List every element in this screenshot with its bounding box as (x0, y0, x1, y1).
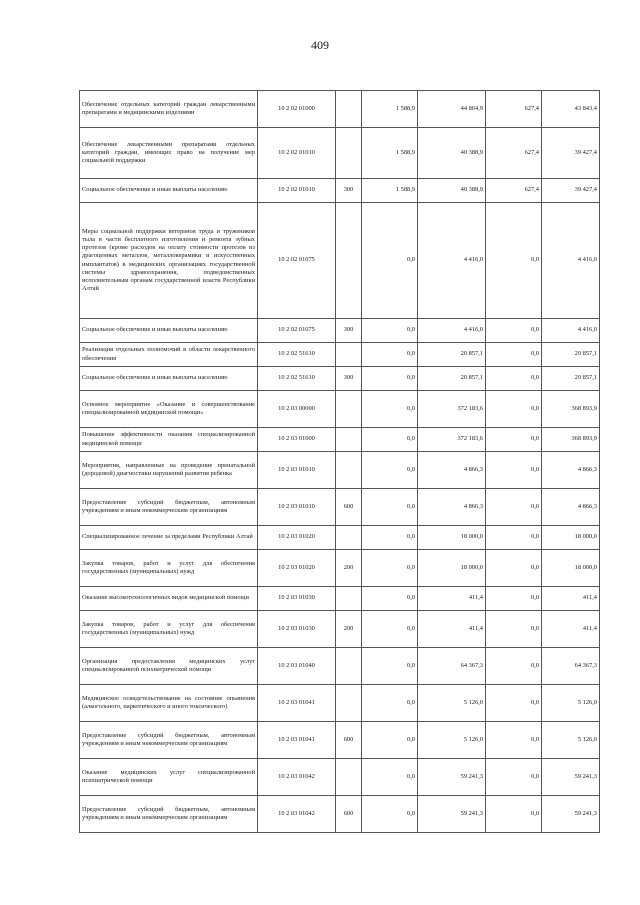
row-value-2-cell: 20 857,1 (418, 367, 486, 391)
row-value-1-cell: 0,0 (362, 722, 418, 759)
table-row (80, 648, 600, 685)
row-code-cell: 10 2 03 01020 (258, 550, 336, 587)
row-value-2-cell: 411,4 (418, 587, 486, 611)
row-name-cell: Обеспечение лекарственными препаратами отдельных категорий граждан, имеющих право на получение мер социальной поддержки (80, 128, 258, 179)
row-value-4-cell: 43 843,4 (542, 91, 600, 128)
row-code-cell: 10 2 02 01000 (258, 91, 336, 128)
row-value-1-cell: 0,0 (362, 343, 418, 367)
row-expense-type-cell (336, 452, 362, 489)
row-code-cell: 10 2 03 01042 (258, 759, 336, 796)
row-value-2-cell: 40 388,9 (418, 128, 486, 179)
row-value-1-cell: 0,0 (362, 759, 418, 796)
row-value-2-cell: 4 416,0 (418, 203, 486, 319)
row-value-2-cell: 18 000,0 (418, 550, 486, 587)
row-value-3-cell: 0,0 (486, 759, 542, 796)
row-value-3-cell: 0,0 (486, 428, 542, 452)
row-code-cell: 10 2 03 01042 (258, 796, 336, 833)
row-name-cell: Специализированное лечение за пределами Республики Алтай (80, 526, 258, 550)
row-value-3-cell: 0,0 (486, 722, 542, 759)
row-code-cell: 10 2 03 01020 (258, 526, 336, 550)
row-code-cell: 10 2 03 01041 (258, 685, 336, 722)
row-code-cell: 10 2 02 01010 (258, 179, 336, 203)
row-name-cell: Организация предоставления медицинских услуг специализированной психиатрической помощи (80, 648, 258, 685)
row-value-4-cell: 411,4 (542, 611, 600, 648)
row-value-4-cell: 39 427,4 (542, 179, 600, 203)
row-value-1-cell: 0,0 (362, 550, 418, 587)
row-value-4-cell: 20 857,1 (542, 343, 600, 367)
table-row (80, 722, 600, 759)
row-value-2-cell: 64 367,3 (418, 648, 486, 685)
row-code-cell: 10 2 02 51610 (258, 343, 336, 367)
table-row (80, 796, 600, 833)
row-value-3-cell: 0,0 (486, 203, 542, 319)
row-value-4-cell: 368 893,9 (542, 391, 600, 428)
row-value-1-cell: 0,0 (362, 796, 418, 833)
row-name-cell: Предоставление субсидий бюджетным, автономным учреждениям и иным некоммерческим организациям (80, 796, 258, 833)
row-expense-type-cell (336, 203, 362, 319)
row-name-cell: Реализация отдельных полномочий в области лекарственного обеспечения (80, 343, 258, 367)
row-expense-type-cell (336, 343, 362, 367)
row-value-2-cell: 411,4 (418, 611, 486, 648)
row-value-4-cell: 64 367,3 (542, 648, 600, 685)
row-value-2-cell: 4 866,3 (418, 489, 486, 526)
row-name-cell: Обеспечение отдельных категорий граждан лекарственными препаратами и медицинскими изделиями (80, 91, 258, 128)
row-code-cell: 10 2 02 51610 (258, 367, 336, 391)
row-value-3-cell: 0,0 (486, 452, 542, 489)
row-expense-type-cell: 200 (336, 550, 362, 587)
row-value-3-cell: 627,4 (486, 91, 542, 128)
row-value-1-cell: 1 588,9 (362, 179, 418, 203)
row-code-cell: 10 2 03 01000 (258, 428, 336, 452)
row-value-4-cell: 4 416,0 (542, 319, 600, 343)
row-name-cell: Оказание медицинских услуг специализированной психиатрической помощи (80, 759, 258, 796)
row-value-3-cell: 0,0 (486, 648, 542, 685)
table-row (80, 550, 600, 587)
row-value-1-cell: 0,0 (362, 367, 418, 391)
page-number: 409 (311, 38, 329, 52)
table-row (80, 489, 600, 526)
table-row (80, 343, 600, 367)
table-row (80, 587, 600, 611)
row-value-1-cell: 0,0 (362, 391, 418, 428)
row-name-cell: Социальное обеспечение и иные выплаты населению (80, 367, 258, 391)
row-expense-type-cell (336, 391, 362, 428)
row-name-cell: Мероприятия, направленные на проведение пренатальной (дородовой) диагностики нарушений развития ребенка (80, 452, 258, 489)
row-name-cell: Социальное обеспечение и иные выплаты населению (80, 179, 258, 203)
row-value-2-cell: 20 857,1 (418, 343, 486, 367)
row-value-3-cell: 0,0 (486, 550, 542, 587)
row-value-3-cell: 627,4 (486, 179, 542, 203)
row-code-cell: 10 2 03 01010 (258, 489, 336, 526)
row-name-cell: Закупка товаров, работ и услуг для обеспечения государственных (муниципальных) нужд (80, 550, 258, 587)
row-code-cell: 10 2 03 01030 (258, 611, 336, 648)
row-value-4-cell: 411,4 (542, 587, 600, 611)
row-expense-type-cell (336, 648, 362, 685)
row-expense-type-cell (336, 526, 362, 550)
row-value-1-cell: 0,0 (362, 489, 418, 526)
row-code-cell: 10 2 02 01075 (258, 319, 336, 343)
row-value-1-cell: 1 588,9 (362, 128, 418, 179)
row-value-1-cell: 0,0 (362, 648, 418, 685)
row-value-3-cell: 0,0 (486, 611, 542, 648)
row-value-2-cell: 4 416,0 (418, 319, 486, 343)
row-code-cell: 10 2 02 01075 (258, 203, 336, 319)
row-expense-type-cell: 200 (336, 611, 362, 648)
row-value-2-cell: 372 183,6 (418, 428, 486, 452)
row-expense-type-cell: 600 (336, 722, 362, 759)
row-expense-type-cell: 300 (336, 367, 362, 391)
row-code-cell: 10 2 03 01030 (258, 587, 336, 611)
row-code-cell: 10 2 03 01041 (258, 722, 336, 759)
row-value-3-cell: 0,0 (486, 367, 542, 391)
row-name-cell: Предоставление субсидий бюджетным, автономным учреждениям и иным некоммерческим организациям (80, 722, 258, 759)
row-value-4-cell: 5 126,0 (542, 685, 600, 722)
row-value-4-cell: 18 000,0 (542, 550, 600, 587)
row-value-1-cell: 0,0 (362, 526, 418, 550)
row-value-4-cell: 18 000,0 (542, 526, 600, 550)
row-value-1-cell: 0,0 (362, 611, 418, 648)
row-value-2-cell: 59 241,3 (418, 759, 486, 796)
row-expense-type-cell (336, 587, 362, 611)
row-value-3-cell: 0,0 (486, 685, 542, 722)
table-row (80, 452, 600, 489)
row-value-1-cell: 0,0 (362, 587, 418, 611)
row-value-4-cell: 20 857,1 (542, 367, 600, 391)
row-value-4-cell: 59 241,3 (542, 759, 600, 796)
row-value-1-cell: 0,0 (362, 685, 418, 722)
row-value-1-cell: 1 588,9 (362, 91, 418, 128)
table-row (80, 203, 600, 319)
row-code-cell: 10 2 03 00000 (258, 391, 336, 428)
row-name-cell: Меры социальной поддержки ветеранов труда и тружеников тыла в части бесплатного изготовления и ремонта зубных протезов (кроме расходов на оплату стоимости протезов из драгоценных металлов, металлокерамики и искусственных имплантатов) в медицинских организациях государственной системы здравоохранения, подведомственных исполнительным органам государственной власти Республики Алтай (80, 203, 258, 319)
row-expense-type-cell (336, 759, 362, 796)
row-name-cell: Медицинское освидетельствование на состояние опьянения (алкогольного, наркотического и иного токсического) (80, 685, 258, 722)
row-value-2-cell: 18 000,0 (418, 526, 486, 550)
row-value-4-cell: 5 126,0 (542, 722, 600, 759)
row-expense-type-cell (336, 428, 362, 452)
row-value-4-cell: 368 893,9 (542, 428, 600, 452)
table-row (80, 428, 600, 452)
row-code-cell: 10 2 03 01010 (258, 452, 336, 489)
row-value-1-cell: 0,0 (362, 428, 418, 452)
table-row (80, 759, 600, 796)
row-name-cell: Социальное обеспечение и иные выплаты населению (80, 319, 258, 343)
row-code-cell: 10 2 02 01010 (258, 128, 336, 179)
row-value-2-cell: 5 126,0 (418, 685, 486, 722)
row-expense-type-cell (336, 128, 362, 179)
row-value-3-cell: 0,0 (486, 391, 542, 428)
row-value-4-cell: 4 866,3 (542, 489, 600, 526)
row-expense-type-cell: 600 (336, 489, 362, 526)
table-row (80, 91, 600, 128)
row-value-4-cell: 4 416,0 (542, 203, 600, 319)
row-expense-type-cell (336, 685, 362, 722)
row-name-cell: Основное мероприятие «Оказание и совершенствование специализированной медицинской помощи» (80, 391, 258, 428)
row-name-cell: Предоставление субсидий бюджетным, автономным учреждениям и иным некоммерческим организациям (80, 489, 258, 526)
table-row (80, 526, 600, 550)
row-value-2-cell: 5 126,0 (418, 722, 486, 759)
row-expense-type-cell: 300 (336, 179, 362, 203)
row-name-cell: Закупка товаров, работ и услуг для обеспечения государственных (муниципальных) нужд (80, 611, 258, 648)
row-value-3-cell: 627,4 (486, 128, 542, 179)
row-value-2-cell: 372 183,6 (418, 391, 486, 428)
row-value-4-cell: 59 241,3 (542, 796, 600, 833)
row-value-3-cell: 0,0 (486, 587, 542, 611)
row-value-3-cell: 0,0 (486, 319, 542, 343)
table-row (80, 367, 600, 391)
row-code-cell: 10 2 03 01040 (258, 648, 336, 685)
row-value-1-cell: 0,0 (362, 203, 418, 319)
row-value-2-cell: 44 804,9 (418, 91, 486, 128)
row-value-3-cell: 0,0 (486, 489, 542, 526)
row-value-3-cell: 0,0 (486, 343, 542, 367)
row-expense-type-cell (336, 91, 362, 128)
row-expense-type-cell: 300 (336, 319, 362, 343)
row-value-2-cell: 59 241,3 (418, 796, 486, 833)
budget-table (79, 90, 600, 833)
row-value-3-cell: 0,0 (486, 796, 542, 833)
table-row (80, 128, 600, 179)
row-value-2-cell: 40 388,9 (418, 179, 486, 203)
row-value-1-cell: 0,0 (362, 452, 418, 489)
row-value-1-cell: 0,0 (362, 319, 418, 343)
row-name-cell: Оказание высокотехнологичных видов медицинской помощи (80, 587, 258, 611)
table-row (80, 685, 600, 722)
table-row (80, 319, 600, 343)
row-expense-type-cell: 600 (336, 796, 362, 833)
row-value-2-cell: 4 866,3 (418, 452, 486, 489)
row-value-3-cell: 0,0 (486, 526, 542, 550)
row-value-4-cell: 4 866,3 (542, 452, 600, 489)
row-value-4-cell: 39 427,4 (542, 128, 600, 179)
row-name-cell: Повышение эффективности оказания специализированной медицинской помощи (80, 428, 258, 452)
table-row (80, 179, 600, 203)
table-row (80, 391, 600, 428)
table-row (80, 611, 600, 648)
